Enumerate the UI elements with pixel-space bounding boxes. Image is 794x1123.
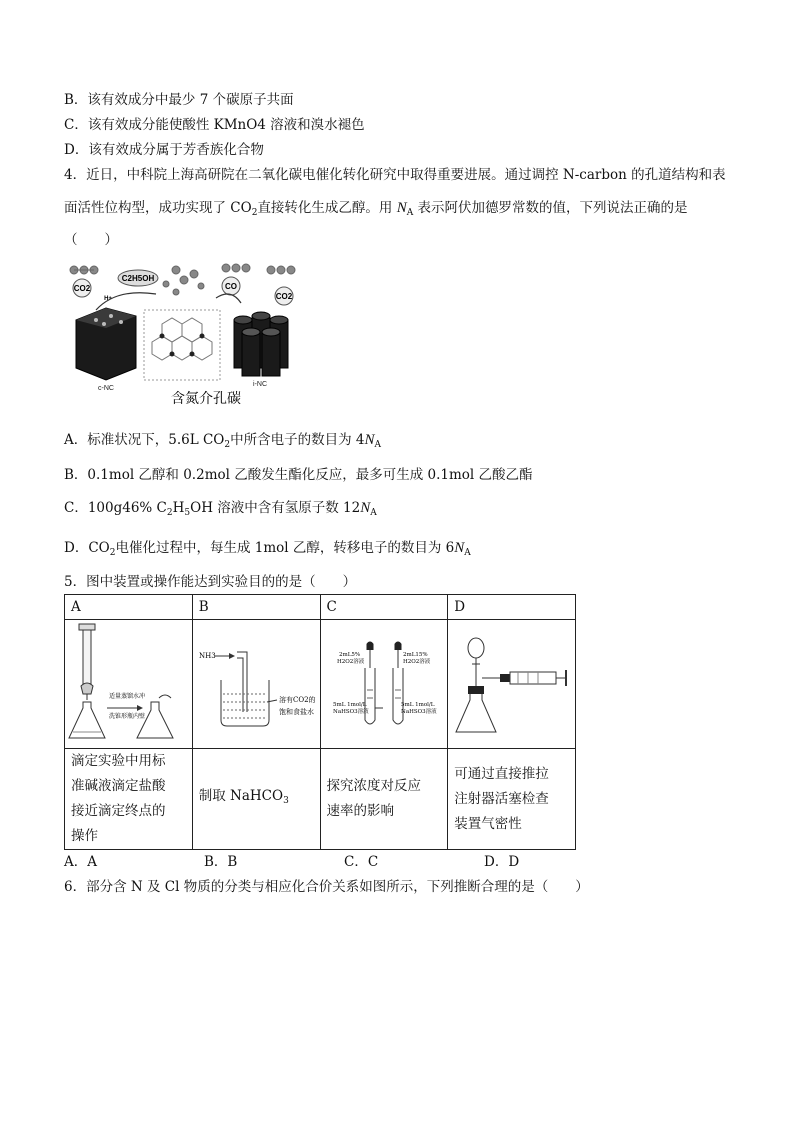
- q5-image-a-titration: [65, 620, 193, 749]
- q5-imgC-botl2: NaHSO3溶液: [332, 709, 369, 715]
- q5-imgC-botl1: 5mL 1mol/L: [332, 702, 366, 708]
- q5-imgB-nh3: NH3: [198, 652, 216, 660]
- q4-stem-line2: 面活性位构型，成功实现了 $CO_2$直接转化生成乙醇。用 $N_A$ 表示阿伏加德罗常数的值，下列说法正确的是: [64, 200, 688, 218]
- q5-text-b: 制取 NaHCO$_3$: [192, 749, 320, 850]
- q5-imgA-note1: 适量蒸馏水冲: [108, 693, 146, 700]
- q4-fig-caption: 含氮介孔碳: [171, 391, 241, 407]
- q5-options-table: [64, 594, 576, 850]
- q4-answer-paren: （ ）: [64, 232, 118, 248]
- q5-imgC-topr1: 2mL15%: [402, 652, 428, 658]
- q4-fig-co: CO: [225, 282, 237, 291]
- q5-answer-c: C．C: [344, 854, 379, 870]
- q4-fig-h-plus: H+: [104, 296, 112, 302]
- q5-image-c-rate: [320, 620, 448, 749]
- q4-fig-co2-right: CO2: [275, 292, 293, 301]
- q4-option-c: C．100g46% $C_2H_5OH$ 溶液中含有氢原子数 $12N_A$: [64, 500, 377, 518]
- q5-header-b: B: [192, 595, 320, 620]
- q5-answer-d: D．D: [484, 854, 520, 870]
- q5-imgC-topl1: 2mL5%: [338, 652, 360, 658]
- q5-text-c: 探究浓度对反应 速率的影响: [320, 749, 448, 850]
- q5-image-b-nahco3: [192, 620, 320, 749]
- q5-imgC-botr1: 5mL 1mol/L: [400, 702, 434, 708]
- q3-option-d: D．该有效成分属于芳香族化合物: [64, 142, 264, 158]
- q5-text-d: 可通过直接推拉 注射器活塞检查 装置气密性: [448, 749, 576, 850]
- q4-figure-nitrogen-mesoporous-carbon: [66, 258, 316, 408]
- q6-stem: 6．部分含 N 及 Cl 物质的分类与相应化合价关系如图所示，下列推断合理的是（ ）: [64, 879, 589, 895]
- q5-imgC-botr2: NaHSO3溶液: [400, 709, 437, 715]
- q4-option-b: B．0.1mol 乙醇和 0.2mol 乙酸发生酯化反应，最多可生成 0.1mol 乙酸乙酯: [64, 467, 533, 483]
- q5-imgA-note2: 洗锥形瓶内壁: [108, 713, 146, 720]
- q5-imgC-topl2: H2O2溶液: [336, 659, 364, 665]
- q5-image-d-syringe: [448, 620, 576, 749]
- q4-fig-label-cnc: c-NC: [98, 385, 114, 392]
- q5-answer-b: B．B: [204, 854, 238, 870]
- q5-imgB-note2: 饱和食盐水: [278, 708, 314, 716]
- q5-answer-a: A．A: [64, 854, 97, 870]
- q4-fig-c2h5oh: C2H5OH: [121, 274, 155, 283]
- q4-stem-line1: 4．近日，中科院上海高研院在二氧化碳电催化转化研究中取得重要进展。通过调控 N-carbon 的孔道结构和表: [64, 167, 726, 183]
- q5-header-d: D: [448, 595, 576, 620]
- q5-header-a: A: [65, 595, 193, 620]
- q3-option-b: B．该有效成分中最少 7 个碳原子共面: [64, 92, 294, 108]
- q4-fig-label-inc: i-NC: [253, 381, 267, 388]
- q5-stem: 5．图中装置或操作能达到实验目的的是（ ）: [64, 574, 357, 590]
- q4-fig-co2-left: CO2: [73, 284, 91, 293]
- q5-header-c: C: [320, 595, 448, 620]
- q5-text-a: 滴定实验中用标 准碱液滴定盐酸 接近滴定终点的 操作: [65, 749, 193, 850]
- q4-option-d: D．$CO_2$电催化过程中，每生成 1mol 乙醇，转移电子的数目为 $6N_A$: [64, 540, 471, 558]
- q3-option-c: C．该有效成分能使酸性 KMnO4 溶液和溴水褪色: [64, 117, 365, 133]
- q5-imgB-note1: 溶有CO2的: [278, 696, 316, 704]
- q5-imgC-topr2: H2O2溶液: [402, 659, 430, 665]
- q4-option-a: A．标准状况下，5.6L $CO_2$中所含电子的数目为 $4N_A$: [64, 432, 382, 450]
